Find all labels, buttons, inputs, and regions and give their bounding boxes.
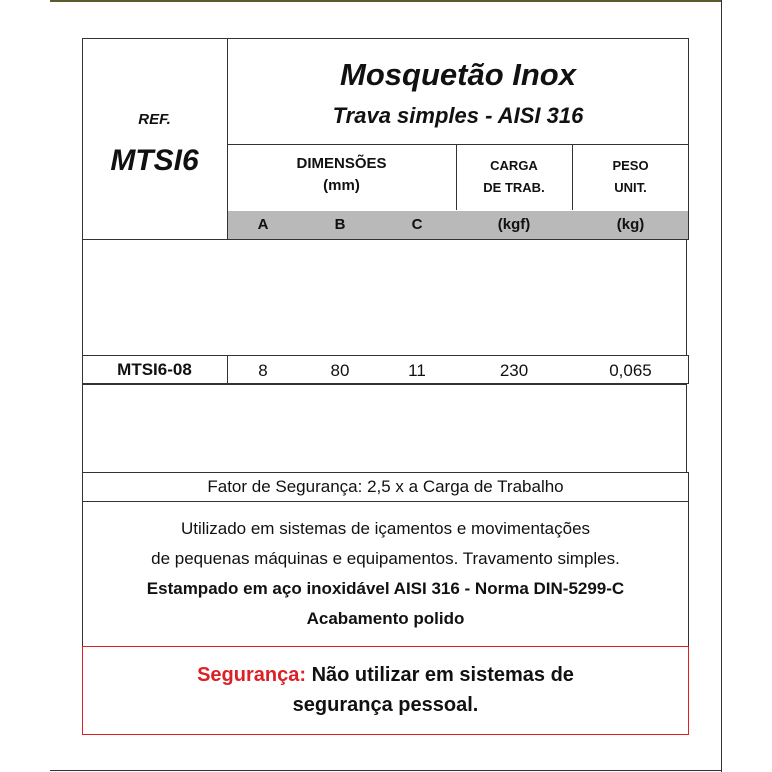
load-label-2: DE TRAB. bbox=[483, 180, 545, 195]
weight-label-2: UNIT. bbox=[614, 180, 647, 195]
dimensions-unit: (mm) bbox=[323, 177, 360, 194]
warning-label: Segurança: bbox=[197, 664, 307, 686]
bottom-border-line bbox=[50, 770, 722, 771]
description-line-1: Utilizado em sistemas de içamentos e movimentações bbox=[180, 519, 591, 538]
weight-header bbox=[572, 155, 689, 199]
row-weight: 0,065 bbox=[609, 361, 652, 380]
blank-panel-top bbox=[82, 239, 687, 356]
description-line-4: Acabamento polido bbox=[306, 609, 465, 628]
dimensions-header bbox=[227, 153, 456, 197]
title-divider bbox=[227, 144, 689, 145]
product-spec-sheet bbox=[82, 38, 689, 735]
col-header-load-unit: (kgf) bbox=[497, 216, 531, 233]
col-header-c: C bbox=[411, 216, 423, 233]
col-header-b: B bbox=[334, 216, 346, 233]
right-border-line bbox=[721, 0, 722, 772]
ref-label: REF. bbox=[138, 111, 171, 128]
row-load: 230 bbox=[499, 361, 529, 380]
dimensions-label: DIMENSÕES bbox=[296, 155, 387, 172]
row-c: 11 bbox=[408, 361, 426, 380]
load-label: CARGA bbox=[490, 158, 538, 173]
warning-text bbox=[82, 660, 689, 720]
row-a: 8 bbox=[258, 361, 268, 380]
warning-message-2: segurança pessoal. bbox=[292, 694, 479, 716]
top-border-line bbox=[50, 0, 722, 2]
description-text bbox=[82, 514, 689, 634]
row-ref: MTSI6-08 bbox=[117, 360, 192, 379]
product-subtitle: Trava simples - AISI 316 bbox=[332, 103, 584, 128]
description-line-3: Estampado em aço inoxidável AISI 316 - Norma DIN-5299-C bbox=[146, 579, 625, 598]
blank-panel-bottom bbox=[82, 384, 687, 473]
product-title: Mosquetão Inox bbox=[340, 57, 576, 92]
ref-code: MTSI6 bbox=[110, 144, 199, 177]
col-header-a: A bbox=[257, 216, 269, 233]
warning-message-1: Não utilizar em sistemas de bbox=[311, 664, 574, 686]
load-header bbox=[456, 155, 572, 199]
weight-label: PESO bbox=[612, 158, 649, 173]
warning-line-1 bbox=[82, 660, 689, 690]
col-header-weight-unit: (kg) bbox=[616, 216, 645, 233]
row-b: 80 bbox=[330, 361, 350, 380]
description-line-2: de pequenas máquinas e equipamentos. Travamento simples. bbox=[151, 549, 620, 568]
safety-factor-text: Fator de Segurança: 2,5 x a Carga de Trabalho bbox=[207, 477, 564, 496]
row-divider bbox=[227, 355, 228, 384]
